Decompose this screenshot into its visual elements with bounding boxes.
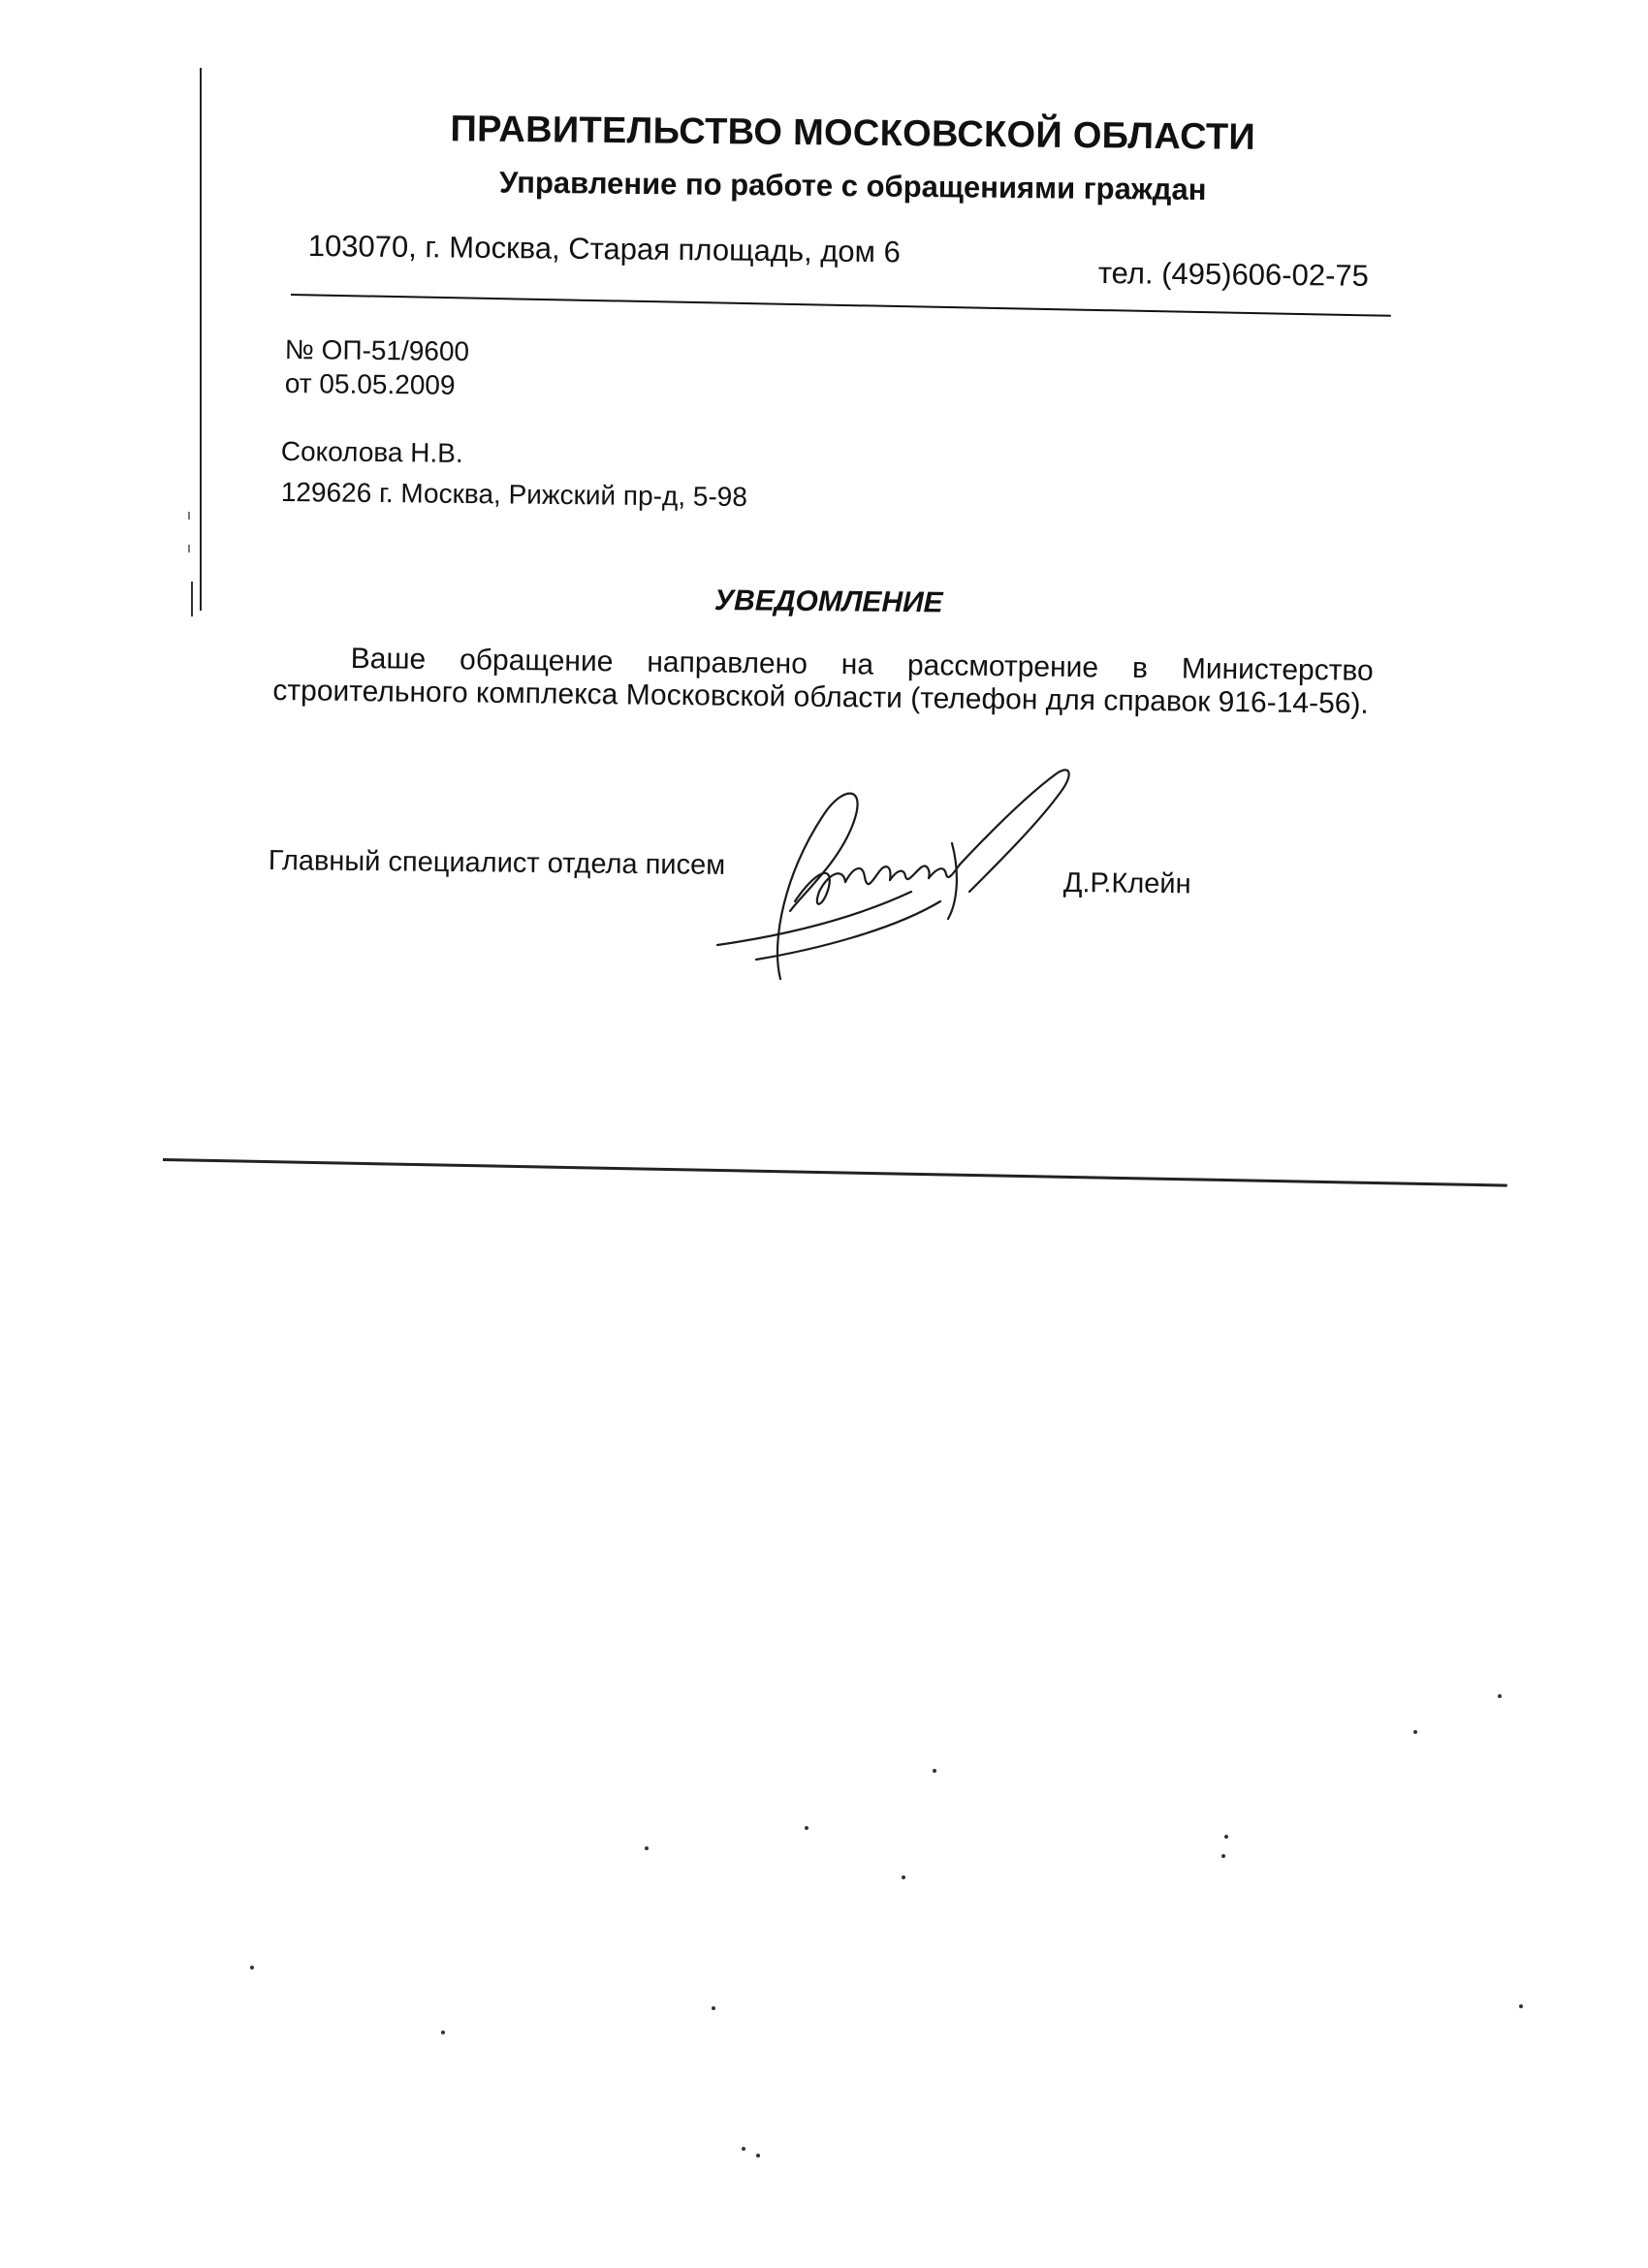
signer-position: Главный специалист отдела писем (268, 845, 726, 881)
signer-name: Д.Р.Клейн (1062, 867, 1191, 900)
department-subtitle: Управление по работе с обращениями граждан (498, 165, 1207, 207)
government-title: ПРАВИТЕЛЬСТВО МОСКОВСКОЙ ОБЛАСТИ (450, 109, 1256, 158)
scan-speck (645, 1846, 649, 1850)
notice-title: УВЕДОМЛЕНИЕ (713, 584, 943, 619)
scan-speck (441, 2031, 445, 2034)
header-divider (291, 294, 1391, 317)
scan-speck (1519, 2004, 1523, 2008)
sender-address: 103070, г. Москва, Старая площадь, дом 6 (307, 229, 901, 269)
page-fold-line (163, 1158, 1507, 1187)
scan-speck (902, 1875, 905, 1879)
handwritten-signature (698, 756, 1105, 989)
scan-speck (1498, 1694, 1502, 1698)
scan-speck (933, 1769, 936, 1773)
recipient-address: 129626 г. Москва, Рижский пр-д, 5-98 (280, 477, 748, 513)
scan-speck (712, 2006, 715, 2010)
scan-margin-line (200, 68, 202, 611)
scan-margin-mark (188, 545, 190, 552)
notice-body: Ваше обращение направлено на рассмотрение в Министерство строительного комплекса Московской области (телефон для справок 916-14-56). (272, 642, 1374, 720)
reference-date: от 05.05.2009 (284, 368, 456, 400)
scan-margin-mark (188, 512, 190, 520)
scan-margin-line-lower (191, 582, 193, 616)
reference-number: № ОП-51/9600 (284, 334, 470, 366)
recipient-name: Соколова Н.В. (280, 436, 463, 468)
sender-phone: тел. (495)606-02-75 (1097, 256, 1370, 293)
scan-speck (805, 1826, 808, 1830)
scan-speck (250, 1966, 254, 1969)
scan-speck (742, 2147, 745, 2151)
scan-speck (756, 2154, 760, 2158)
scan-speck (1413, 1730, 1417, 1734)
scan-speck (1221, 1854, 1225, 1858)
scan-speck (1224, 1835, 1228, 1839)
